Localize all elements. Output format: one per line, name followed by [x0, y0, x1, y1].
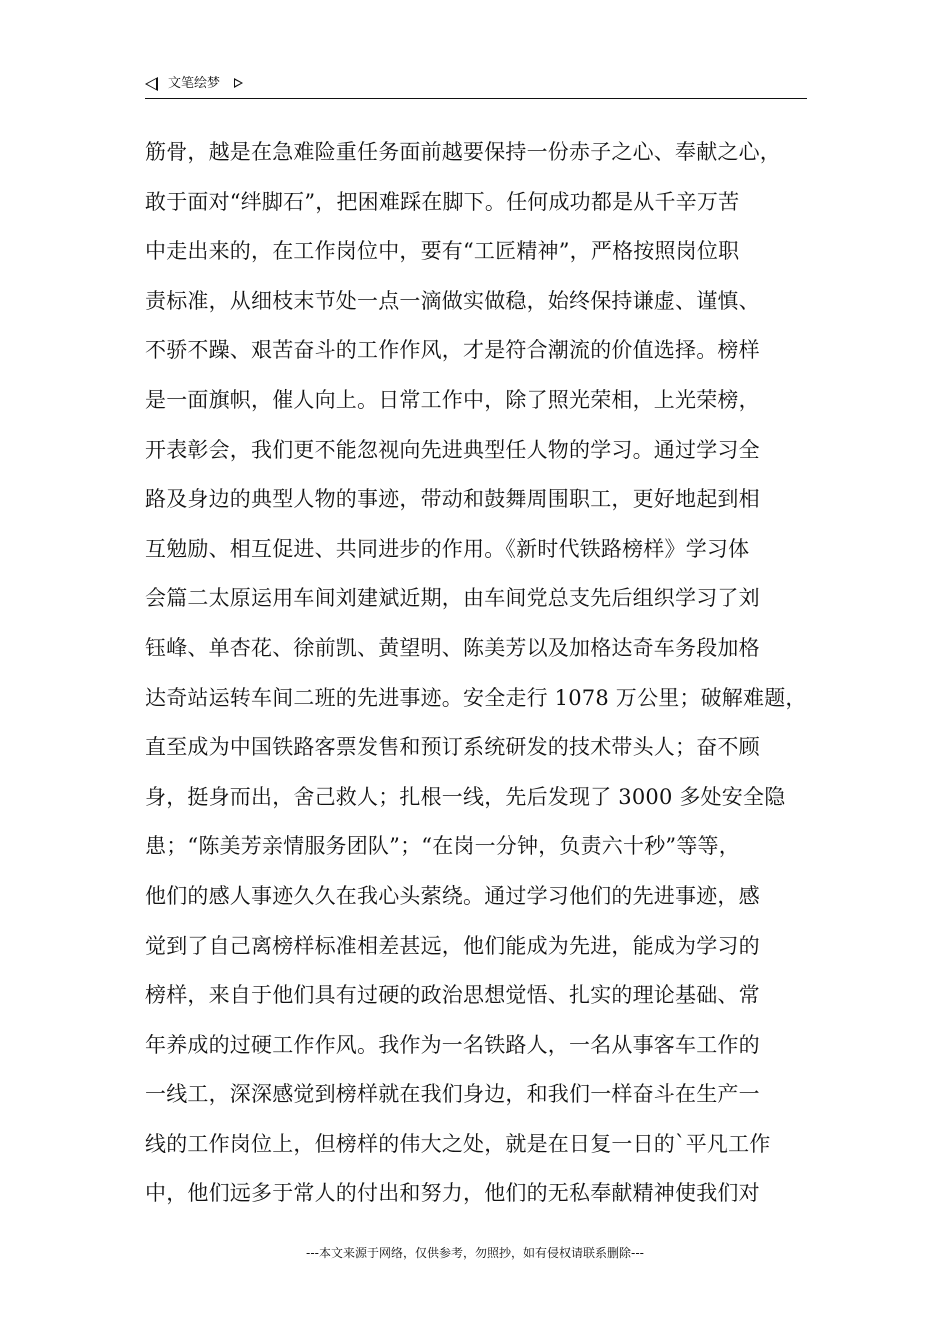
document-body: [145, 128, 825, 1219]
body-line: 中，他们远多于常人的付出和努力，他们的无私奉献精神使我们对: [145, 1181, 760, 1206]
body-line: 责标准，从细枝末节处一点一滴做实做稳，始终保持谦虚、谨慎、: [145, 288, 760, 313]
body-line: 敢于面对“绊脚石”，把困难踩在脚下。任何成功都是从千辛万苦: [145, 189, 740, 214]
body-line: 一线工，深深感觉到榜样就在我们身边，和我们一样奋斗在生产一: [145, 1082, 760, 1107]
body-line: 他们的感人事迹久久在我心头萦绕。通过学习他们的先进事迹，感: [145, 883, 760, 908]
body-line: 线的工作岗位上，但榜样的伟大之处，就是在日复一日的`平凡工作: [145, 1131, 771, 1156]
body-line: 不骄不躁、艰苦奋斗的工作作风，才是符合潮流的价值选择。榜样: [145, 338, 760, 363]
body-line: 直至成为中国铁路客票发售和预订系统研发的技术带头人；奋不顾: [145, 735, 760, 760]
body-line: 开表彰会，我们更不能忽视向先进典型任人物的学习。通过学习全: [145, 437, 760, 462]
triangle-left-icon: [145, 77, 158, 91]
body-line: 路及身边的典型人物的事迹，带动和鼓舞周围职工，更好地起到相: [145, 487, 760, 512]
body-line: 身，挺身而出，舍己救人；扎根一线，先后发现了 3000 多处安全隐: [145, 784, 786, 809]
header-title: 文笔绘梦: [168, 76, 221, 91]
page-footer-disclaimer: ---本文来源于网络，仅供参考，勿照抄，如有侵权请联系删除---: [306, 1246, 644, 1260]
body-line: 达奇站运转车间二班的先进事迹。安全走行 1078 万公里；破解难题，: [145, 685, 807, 710]
body-line: 年养成的过硬工作作风。我作为一名铁路人，一名从事客车工作的: [145, 1032, 760, 1057]
body-line: 是一面旗帜，催人向上。日常工作中，除了照光荣相，上光荣榜，: [145, 387, 760, 412]
body-line: 中走出来的，在工作岗位中，要有“工匠精神”，严格按照岗位职: [145, 239, 740, 264]
body-line: 钰峰、单杏花、徐前凯、黄望明、陈美芳以及加格达奇车务段加格: [145, 635, 760, 660]
triangle-right-icon: [234, 78, 243, 88]
body-line: 筋骨，越是在急难险重任务面前越要保持一份赤子之心、奉献之心，: [145, 140, 781, 164]
body-line: 觉到了自己离榜样标准相差甚远，他们能成为先进，能成为学习的: [145, 933, 760, 958]
body-line: 互勉励、相互促进、共同进步的作用。《新时代铁路榜样》学习体: [145, 536, 750, 561]
body-line: 会篇二太原运用车间刘建斌近期，由车间党总支先后组织学习了刘: [145, 586, 760, 611]
body-line: 患；“陈美芳亲情服务团队”；“在岗一分钟，负责六十秒”等等，: [145, 834, 740, 859]
page-header: [145, 74, 807, 99]
body-line: 榜样，来自于他们具有过硬的政治思想觉悟、扎实的理论基础、常: [145, 983, 760, 1008]
